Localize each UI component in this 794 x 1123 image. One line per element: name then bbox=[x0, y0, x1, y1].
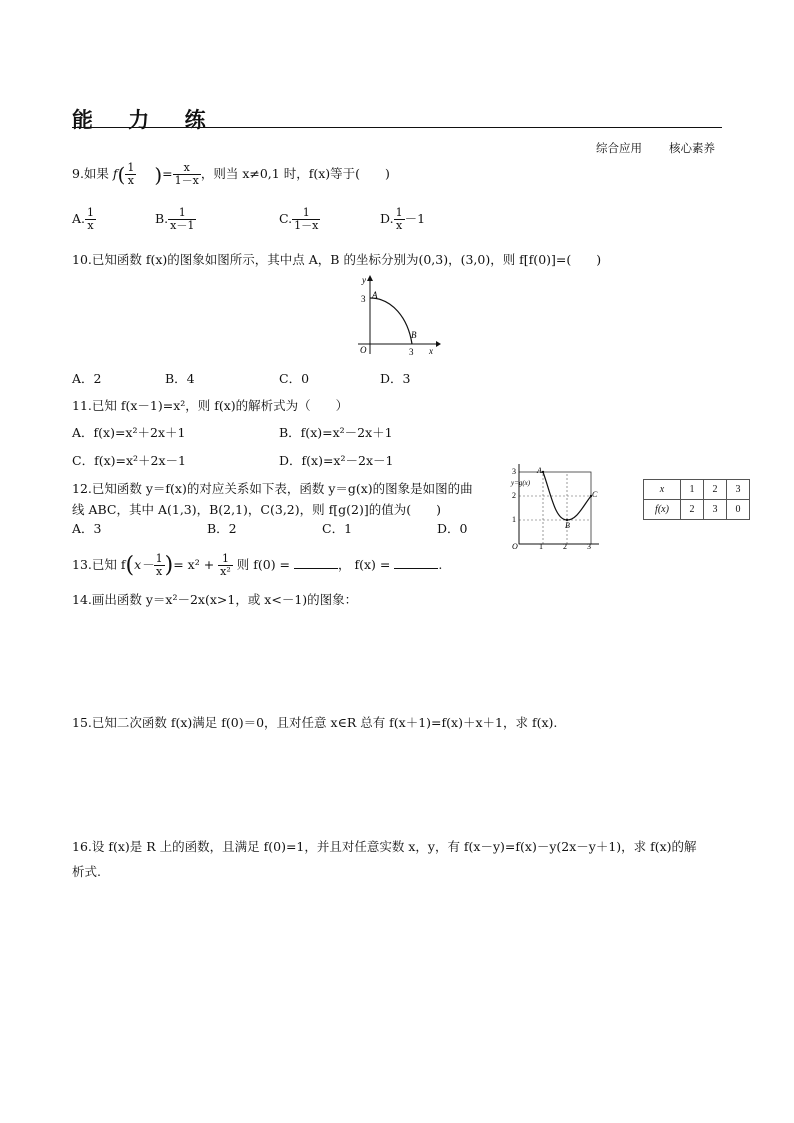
q12-point-b: B bbox=[565, 521, 570, 530]
question-12-line1: 12.已知函数 y＝f(x)的对应关系如下表，函数 y＝g(x)的图象是如图的曲 bbox=[72, 481, 473, 496]
table-cell: 1 bbox=[681, 480, 704, 500]
q12-point-a-marker bbox=[542, 471, 544, 473]
q12-plot bbox=[519, 464, 599, 544]
table-row bbox=[644, 480, 750, 500]
q9-f: f bbox=[112, 166, 118, 181]
q12-y-tick-2: 2 bbox=[512, 491, 516, 500]
q12-option-d: D．0 bbox=[437, 521, 468, 536]
q12-y-tick-1: 1 bbox=[512, 515, 516, 524]
q10-option-c: C．0 bbox=[279, 371, 310, 386]
q10-curve bbox=[370, 298, 412, 344]
table-cell: 3 bbox=[704, 500, 727, 520]
q10-option-a: A．2 bbox=[72, 371, 102, 386]
q11-option-a: A．f(x)=x²＋2x＋1 bbox=[72, 425, 186, 440]
table-cell: x bbox=[644, 480, 681, 500]
q12-x-tick-2: 2 bbox=[563, 542, 567, 551]
question-9: 9.如果 f( $\frac{1}{x}$ )= $\frac{x}{1-x}$ ，则当 x≠0,1 时，f(x)等于( ) bbox=[72, 161, 390, 187]
q12-x-tick-1: 1 bbox=[539, 542, 543, 551]
q10-option-b: B．4 bbox=[165, 371, 195, 386]
q12-option-b: B．2 bbox=[207, 521, 237, 536]
table-cell: 0 bbox=[727, 500, 750, 520]
q9-option-b: B. $\frac{1}{x-1}$ bbox=[155, 206, 195, 232]
q12-graph-title: y=g(x) bbox=[511, 479, 531, 487]
question-16-line1: 16.设 f(x)是 R 上的函数，且满足 f(0)=1，并且对任意实数 x，y，有 f(x－y)=f(x)－y(2x－y＋1)，求 f(x)的解 bbox=[72, 839, 697, 854]
q9-suffix: ，则当 x≠0,1 时，f(x)等于( ) bbox=[200, 166, 390, 181]
q12-graph bbox=[508, 466, 608, 554]
tag-core: 核心素养 bbox=[669, 141, 715, 155]
table-cell: 2 bbox=[704, 480, 727, 500]
q9-option-d: D. $\frac{1}{x}$ －1 bbox=[380, 206, 426, 232]
q13-blank-1[interactable] bbox=[294, 558, 338, 569]
table-cell: 3 bbox=[727, 480, 750, 500]
q10-y-label: y bbox=[362, 275, 366, 285]
title-rule bbox=[72, 127, 722, 128]
table-row bbox=[644, 500, 750, 520]
q11-option-c: C．f(x)=x²＋2x－1 bbox=[72, 453, 186, 468]
question-12-line2: 线 ABC，其中 A(1,3)，B(2,1)，C(3,2)，则 f[g(2)]的值为( ) bbox=[72, 502, 441, 517]
tag-comprehensive: 综合应用 bbox=[596, 141, 642, 155]
q10-point-b: B bbox=[411, 330, 417, 340]
q9-option-a: A. $\frac{1}{x}$ bbox=[72, 206, 95, 232]
question-15: 15.已知二次函数 f(x)满足 f(0)＝0，且对任意 x∈R 总有 f(x＋1)=f(x)＋x＋1，求 f(x). bbox=[72, 715, 558, 730]
q12-table bbox=[643, 479, 750, 520]
q10-x-label: x bbox=[429, 346, 433, 356]
q11-option-b: B．f(x)=x²－2x＋1 bbox=[279, 425, 393, 440]
q10-origin: O bbox=[360, 345, 367, 355]
question-16-line2: 析式. bbox=[72, 864, 101, 879]
question-13: 13.已知 f(x－ $\frac{1}{x}$ )= x² + $\frac{1}{\text{x²}}$ 则 f(0) = ， f(x) = . bbox=[72, 552, 443, 578]
q9-option-c: C. $\frac{1}{1-x}$ bbox=[279, 206, 319, 232]
q12-option-a: A．3 bbox=[72, 521, 102, 536]
q9-prefix: 9.如果 bbox=[72, 166, 113, 181]
q10-x-tick: 3 bbox=[409, 347, 414, 357]
question-11: 11.已知 f(x－1)=x²，则 f(x)的解析式为（ ） bbox=[72, 398, 349, 413]
q10-point-a: A bbox=[372, 290, 378, 300]
question-10: 10.已知函数 f(x)的图象如图所示，其中点 A，B 的坐标分别为(0,3)，(3,0)，则 f[f(0)]=( ) bbox=[72, 252, 602, 267]
q10-y-tick: 3 bbox=[361, 294, 366, 304]
q12-x-tick-3: 3 bbox=[587, 542, 591, 551]
q13-blank-2[interactable] bbox=[394, 558, 438, 569]
q10-graph bbox=[352, 274, 442, 356]
q12-option-c: C．1 bbox=[322, 521, 353, 536]
q12-y-tick-3: 3 bbox=[512, 467, 516, 476]
table-cell: f(x) bbox=[644, 500, 681, 520]
q9-lhs-frac: $\frac{1}{x}$ bbox=[127, 161, 135, 187]
q12-origin: O bbox=[512, 542, 518, 551]
q12-point-c: C bbox=[592, 490, 598, 499]
question-14: 14.画出函数 y＝x²－2x(x>1，或 x<－1)的图象： bbox=[72, 592, 358, 607]
q12-point-a: A bbox=[537, 466, 542, 475]
q10-option-d: D．3 bbox=[380, 371, 411, 386]
section-title: 能 力 练 bbox=[72, 108, 220, 132]
q11-option-d: D．f(x)=x²－2x－1 bbox=[279, 453, 394, 468]
q9-rhs-frac: $\frac{x}{1-x}$ bbox=[174, 161, 199, 187]
table-cell: 2 bbox=[681, 500, 704, 520]
